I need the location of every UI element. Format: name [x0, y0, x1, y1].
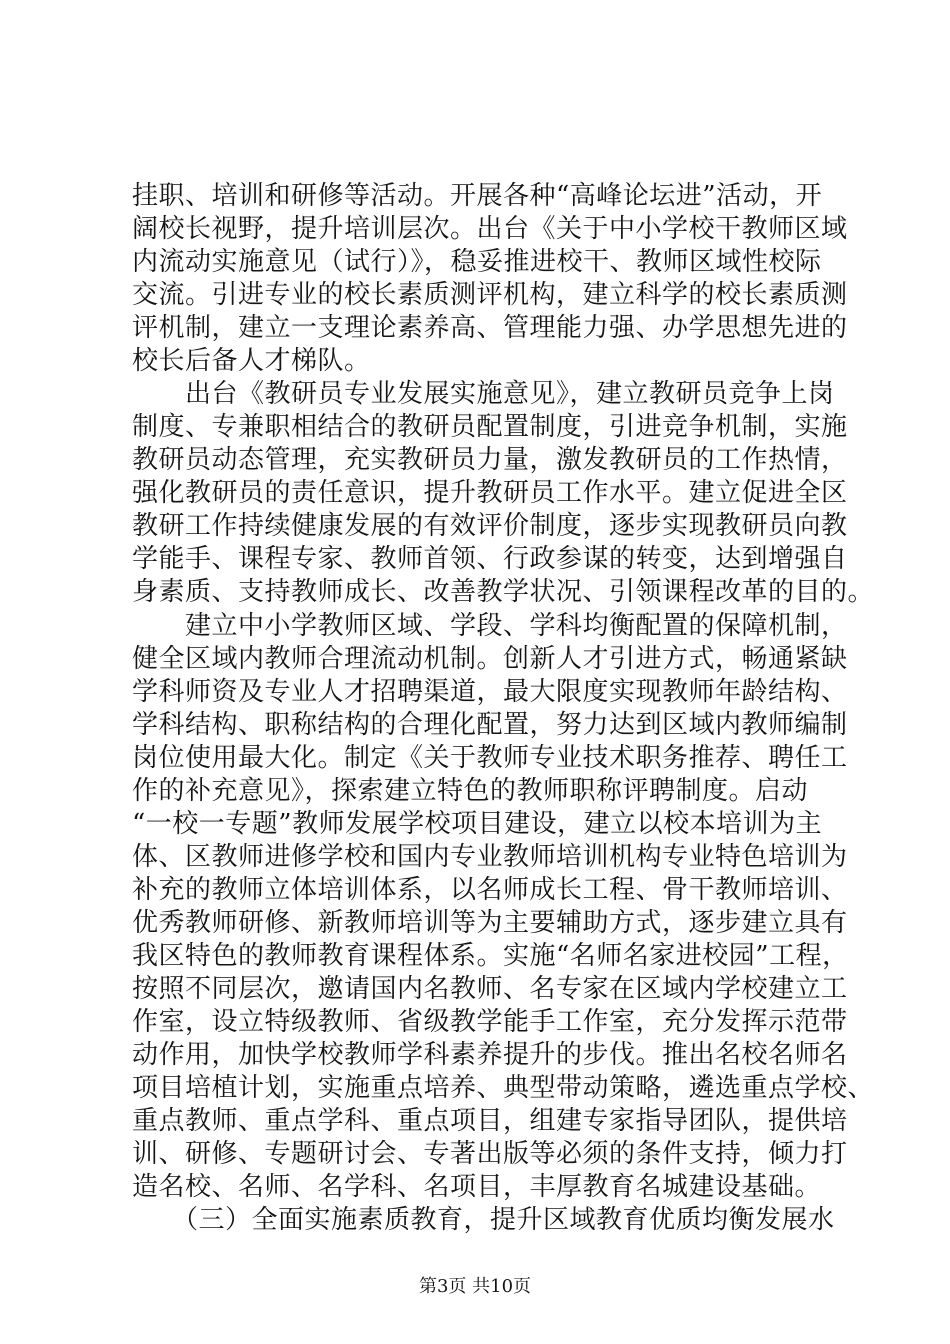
text-line: 教研员动态管理，充实教研员力量，激发教研员的工作热情， — [132, 445, 848, 475]
text-line: 出台《教研员专业发展实施意见》，建立教研员竞争上岗 — [132, 379, 835, 409]
text-line: 优秀教师研修、新教师培训等为主要辅助方式，逐步建立具有 — [132, 908, 848, 938]
text-line: 交流。引进专业的校长素质测评机构，建立科学的校长素质测 — [132, 280, 848, 310]
text-line: 身素质、支持教师成长、改善教学状况、引领课程改革的目的。 — [132, 577, 875, 607]
body-text-top — [132, 180, 875, 609]
text-line: 学科结构、职称结构的合理化配置，努力达到区域内教师编制 — [132, 710, 848, 740]
text-line: 作的补充意见》，探索建立特色的教师职称评聘制度。启动 — [132, 776, 809, 806]
text-line: 补充的教师立体培训体系，以名师成长工程、骨干教师培训、 — [132, 875, 848, 905]
page-footer: 第3页 共10页 — [418, 1276, 532, 1297]
text-line: 强化教研员的责任意识，提升教研员工作水平。建立促进全区 — [132, 478, 848, 508]
text-line: 建立中小学教师区域、学段、学科均衡配置的保障机制， — [132, 611, 848, 641]
text-line: 学科师资及专业人才招聘渠道，最大限度实现教师年龄结构、 — [132, 677, 848, 707]
text-line: 健全区域内教师合理流动机制。创新人才引进方式，畅通紧缺 — [132, 644, 848, 674]
paragraph — [132, 1204, 835, 1237]
text-line: 学能手、课程专家、教师首领、行政参谋的转变，达到增强自 — [132, 544, 848, 574]
paragraph — [132, 180, 848, 378]
text-line: 制度、专兼职相结合的教研员配置制度，引进竞争机制，实施 — [132, 412, 848, 442]
text-line: 训、研修、专题研讨会、专著出版等必须的条件支持，倾力打 — [132, 1139, 848, 1169]
text-line: 作室，设立特级教师、省级教学能手工作室，充分发挥示范带 — [132, 1007, 848, 1037]
text-line: 校长后备人才梯队。 — [132, 346, 371, 376]
text-line: 内流动实施意见（试行）》，稳妥推进校干、教师区域性校际 — [132, 247, 822, 277]
text-line: 岗位使用最大化。制定《关于教师专业技术职务推荐、聘任工 — [132, 743, 848, 773]
text-line: 教研工作持续健康发展的有效评价制度，逐步实现教研员向教 — [132, 511, 848, 541]
text-line: （三）全面实施素质教育，提升区域教育优质均衡发展水 — [132, 1205, 835, 1235]
text-line: 我区特色的教师教育课程体系。实施“名师名家进校园”工程， — [132, 941, 849, 971]
paragraph — [132, 378, 875, 609]
paragraph — [132, 610, 875, 1204]
text-line: 体、区教师进修学校和国内专业教师培训机构专业特色培训为 — [132, 842, 848, 872]
text-line: 造名校、名师、名学科、名项目，丰厚教育名城建设基础。 — [132, 1172, 822, 1202]
text-line: 项目培植计划，实施重点培养、典型带动策略，遴选重点学校、 — [132, 1073, 875, 1103]
text-line: 阔校长视野，提升培训层次。出台《关于中小学校干教师区域 — [132, 214, 848, 244]
text-line: 重点教师、重点学科、重点项目，组建专家指导团队，提供培 — [132, 1106, 848, 1136]
text-line: “一校一专题”教师发展学校项目建设，建立以校本培训为主 — [132, 809, 823, 839]
body-text-bottom — [132, 610, 875, 1237]
text-line: 挂职、培训和研修等活动。开展各种“高峰论坛进”活动，开 — [132, 181, 823, 211]
text-line: 评机制，建立一支理论素养高、管理能力强、办学思想先进的 — [132, 313, 848, 343]
text-line: 动作用，加快学校教师学科素养提升的步伐。推出名校名师名 — [132, 1040, 848, 1070]
text-line: 按照不同层次，邀请国内名教师、名专家在区域内学校建立工 — [132, 974, 848, 1004]
